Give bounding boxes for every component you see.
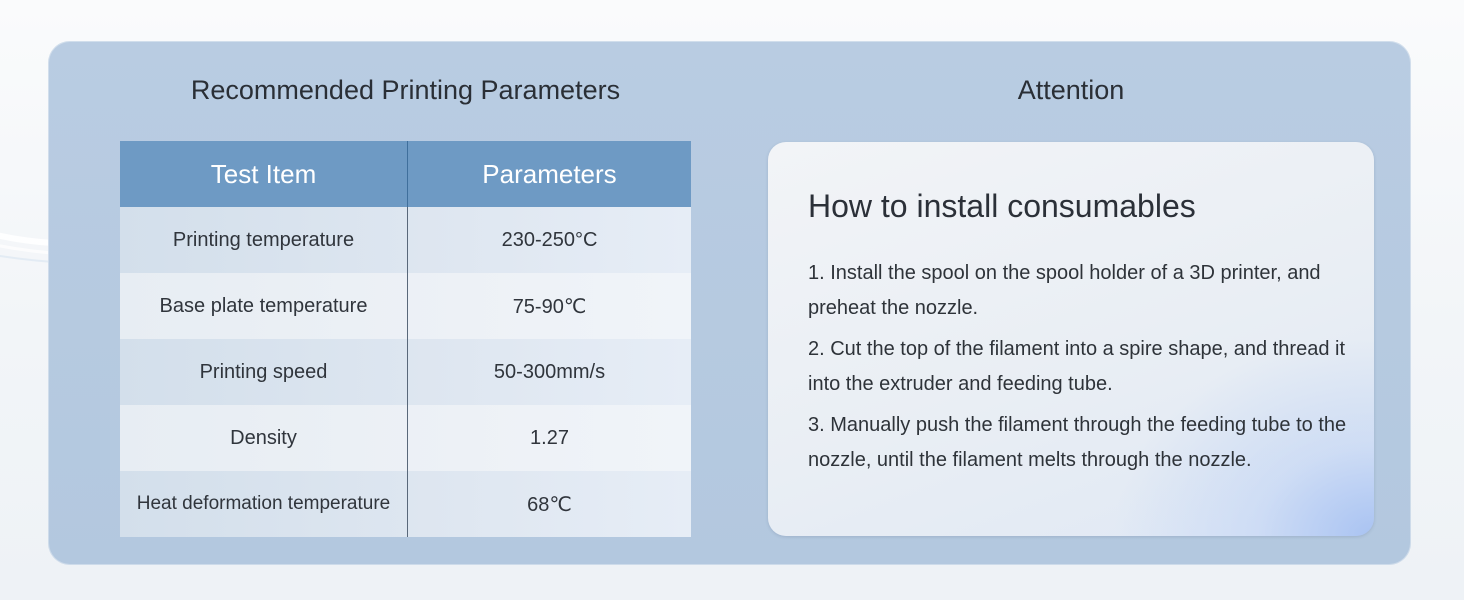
table-row <box>120 273 691 339</box>
table-row <box>120 207 691 273</box>
header-test-item: Test Item <box>120 141 408 207</box>
test-item-cell: Printing speed <box>120 339 408 405</box>
parameter-cell: 75-90℃ <box>512 295 587 318</box>
test-item-cell: Density <box>120 405 408 471</box>
parameter-cell: 50-300mm/s <box>493 360 606 383</box>
test-item-cell: Base plate temperature <box>120 273 408 339</box>
table-row <box>120 405 691 471</box>
instruction-step-1: 1. Install the spool on the spool holder of a 3D printer, and preheat the nozzle. <box>808 262 1321 319</box>
table-header-row <box>120 141 691 207</box>
install-instructions-card <box>768 142 1374 536</box>
test-item-cell: Printing temperature <box>120 207 408 273</box>
table-row <box>120 339 691 405</box>
parameter-cell: 68℃ <box>527 493 572 516</box>
attention-heading: Attention <box>1017 75 1125 105</box>
test-item-cell: Heat deformation temperature <box>120 471 408 537</box>
parameter-cell: 230-250°C <box>501 228 598 251</box>
table-row <box>120 471 691 537</box>
parameter-cell: 1.27 <box>530 426 569 449</box>
parameters-table <box>120 141 691 537</box>
card-title: How to install consumables <box>808 188 1196 224</box>
printing-parameters-heading: Recommended Printing Parameters <box>190 75 621 105</box>
instruction-step-2: 2. Cut the top of the filament into a spire shape, and thread it into the extruder and feeding tube. <box>808 338 1346 395</box>
header-parameters: Parameters <box>482 158 617 189</box>
instruction-step-3: 3. Manually push the filament through the feeding tube to the nozzle, until the filament melts through the nozzle. <box>808 414 1347 471</box>
